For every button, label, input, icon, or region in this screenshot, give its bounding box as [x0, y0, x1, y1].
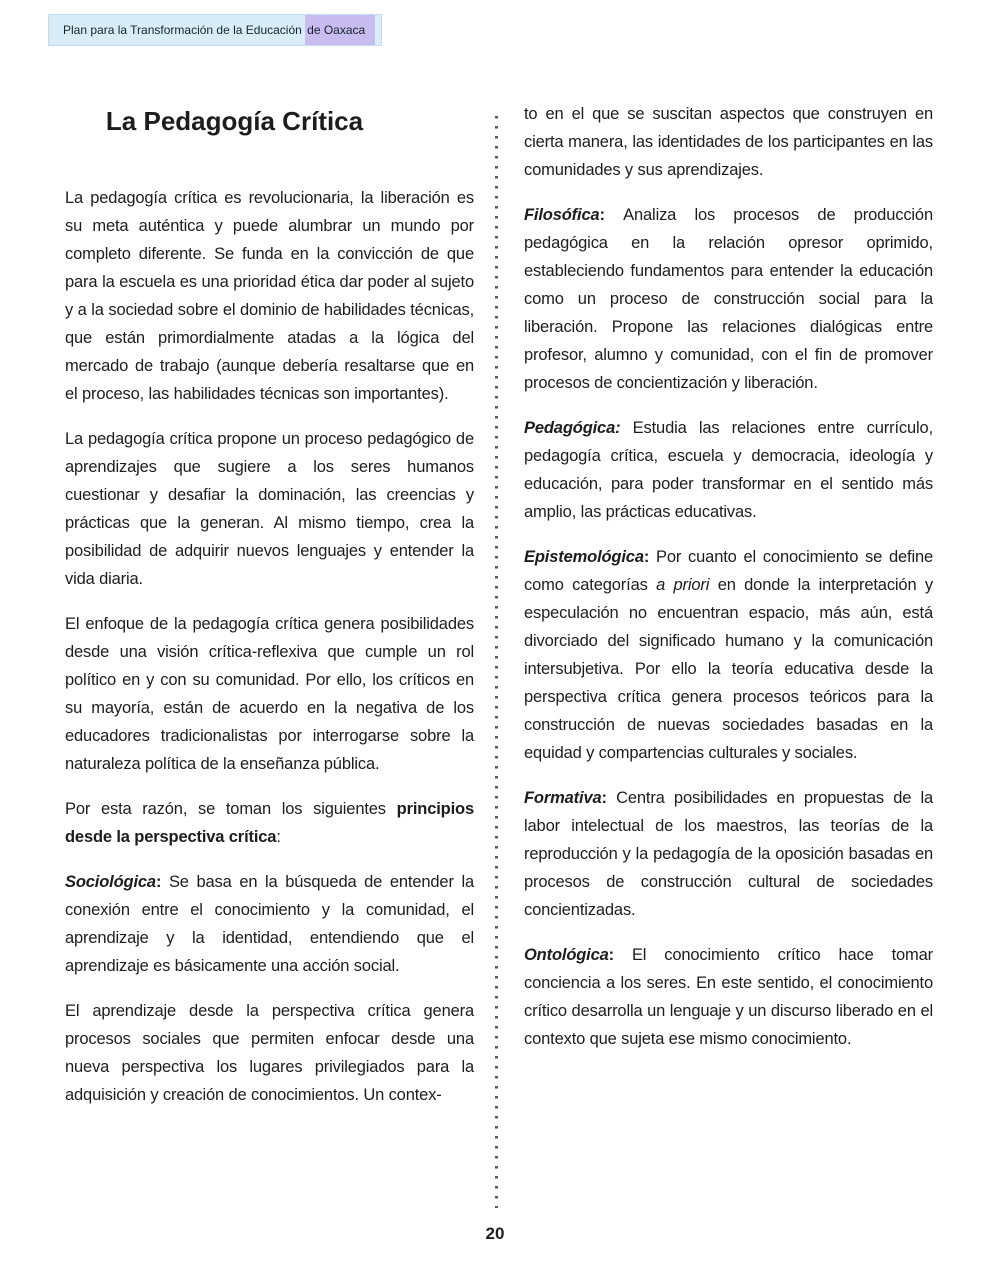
header-badge-highlight: de Oaxaca	[305, 15, 375, 45]
paragraph: La pedagogía crítica es revolucionaria, la liberación es su meta auténtica y puede alumbrar un mundo por completo diferente. Se funda en la convicción de que para la escuela es una prioridad ética dar poder al sujeto y a la sociedad sobre el dominio de habilidades técnicas, que están primordialmente atadas a la lógica del mercado de trabajo (aunque debería resaltarse que en el proceso, las habilidades técnicas son importantes).	[65, 189, 474, 403]
page-number: 20	[485, 1224, 505, 1243]
column-divider-dotted-line	[495, 116, 498, 1208]
right-column-paragraphs	[524, 100, 933, 1053]
paragraph: Filosófica: Analiza los procesos de producción pedagógica en la relación opresor oprimido, estableciendo fundamentos para entender la educación como un proceso de construcción social para la liberación. Propone las relaciones dialógicas entre profesor, alumno y comunidad, con el fin de promover procesos de concientización y liberación.	[524, 206, 933, 392]
paragraph: Pedagógica: Estudia las relaciones entre currículo, pedagogía crítica, escuela y democracia, ideología y educación, para poder transformar en el sentido más amplio, las prácticas educativas.	[524, 419, 933, 521]
paragraph: El enfoque de la pedagogía crítica genera posibilidades desde una visión crítica-reflexiva que cumple un rol político en y con su comunidad. Por ello, los críticos en su mayoría, están de acuerdo en la negativa de los educadores tradicionalistas por interrogarse sobre la naturaleza política de la enseñanza pública.	[65, 615, 474, 773]
paragraph: Epistemológica: Por cuanto el conocimiento se define como categorías a priori en donde la interpretación y especulación no encuentran espacio, más aún, está divorciado del significado humano y la comunicación intersubjetiva. Por ello la teoría educativa desde la perspectiva crítica genera procesos teóricos para la construcción de nuevas sociedades basadas en la equidad y compartencias culturales y sociales.	[524, 548, 934, 762]
left-column	[65, 100, 474, 1126]
left-column-paragraphs	[65, 184, 474, 1109]
page-title: La Pedagogía Crítica	[105, 106, 364, 136]
header-badge	[48, 14, 382, 46]
paragraph: La pedagogía crítica propone un proceso pedagógico de aprendizajes que sugiere a los seres humanos cuestionar y desafiar la dominación, las creencias y prácticas que la generan. Al mismo tiempo, crea la posibilidad de adquirir nuevos lenguajes y entender la vida diaria.	[65, 430, 474, 588]
right-column	[524, 100, 933, 1070]
paragraph: Formativa: Centra posibilidades en propuestas de la labor intelectual de los maestros, las teorías de la reproducción y la pedagogía de la oposición basadas en procesos de construcción cultural de sociedades concientizadas.	[524, 789, 934, 919]
paragraph: Sociológica: Se basa en la búsqueda de entender la conexión entre el conocimiento y la comunidad, el aprendizaje y la identidad, entendiendo que el aprendizaje es básicamente una acción social.	[65, 873, 474, 975]
header-badge-text: Plan para la Transformación de la Educación	[63, 23, 306, 37]
paragraph: El aprendizaje desde la perspectiva crítica genera procesos sociales que permiten enfocar desde una nueva perspectiva los lugares privilegiados para la adquisición y creación de conocimientos. Un contex-	[65, 1002, 474, 1104]
paragraph: to en el que se suscitan aspectos que construyen en cierta manera, las identidades de los participantes en las comunidades y sus aprendizajes.	[524, 105, 933, 179]
paragraph: Ontológica: El conocimiento crítico hace tomar conciencia a los seres. En este sentido, el conocimiento crítico desarrolla un lenguaje y un discurso liberado en el contexto que sujeta ese mismo conocimiento.	[524, 946, 934, 1048]
paragraph: Por esta razón, se toman los siguientes principios desde la perspectiva crítica:	[65, 800, 474, 846]
